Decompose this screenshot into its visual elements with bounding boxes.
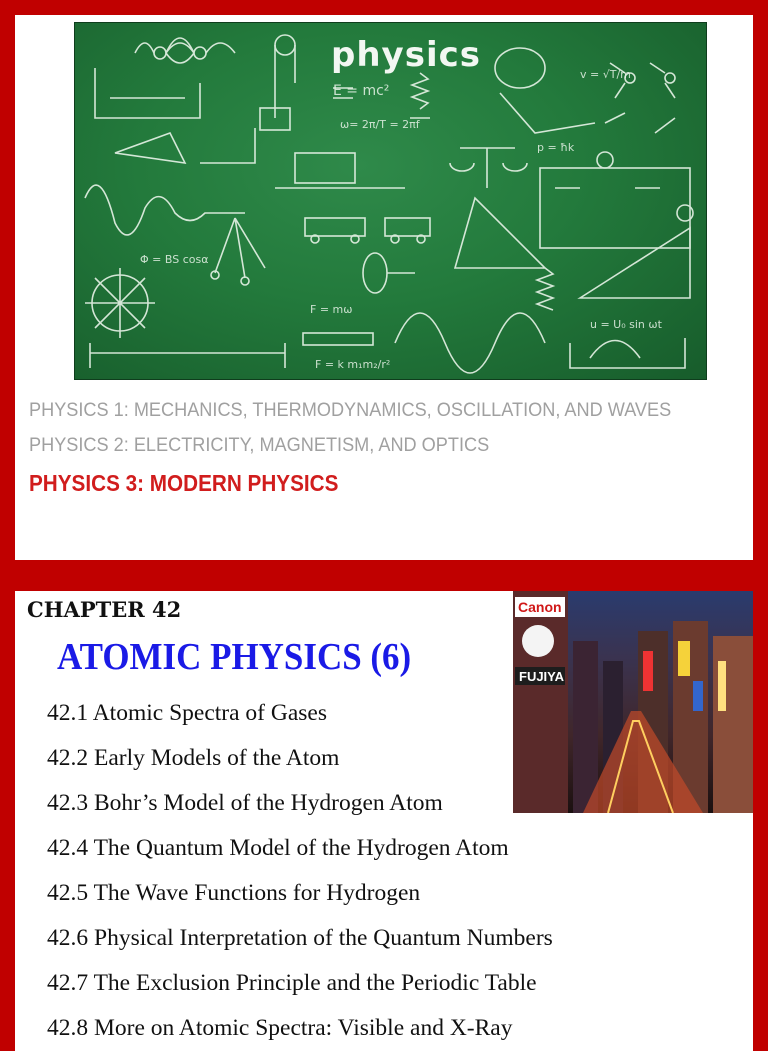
course-physics-3-current: PHYSICS 3: MODERN PHYSICS [29, 470, 339, 496]
svg-text:u = U₀ sin ωt: u = U₀ sin ωt [590, 318, 662, 331]
course-physics-2: PHYSICS 2: ELECTRICITY, MAGNETISM, AND OPTICS [29, 434, 490, 456]
canon-sign: Canon [518, 599, 562, 615]
section-item: 42.5 The Wave Functions for Hydrogen [47, 880, 421, 906]
section-item: 42.6 Physical Interpretation of the Quantum Numbers [47, 925, 553, 951]
course-physics-1: PHYSICS 1: MECHANICS, THERMODYNAMICS, OSCILLATION, AND WAVES [29, 399, 672, 421]
fujiya-sign: FUJIYA [519, 669, 565, 684]
slide-chapter-contents [15, 591, 753, 1051]
svg-text:F = mω: F = mω [310, 303, 353, 316]
svg-text:E = mc²: E = mc² [333, 83, 390, 99]
svg-text:v = √T/m: v = √T/m [580, 68, 631, 81]
section-item: 42.4 The Quantum Model of the Hydrogen Atom [47, 835, 509, 861]
slide-course-overview [15, 15, 753, 560]
section-item: 42.2 Early Models of the Atom [47, 745, 340, 771]
section-item: 42.8 More on Atomic Spectra: Visible and X-Ray [47, 1015, 513, 1041]
chapter-number: CHAPTER 42 [27, 597, 182, 622]
chapter-title: ATOMIC PHYSICS (6) [57, 636, 412, 678]
chalkboard-doodles [75, 23, 706, 379]
svg-text:ω= 2π/T = 2πf: ω= 2π/T = 2πf [340, 118, 420, 131]
section-item: 42.1 Atomic Spectra of Gases [47, 700, 327, 726]
board-title: physics [331, 35, 481, 75]
svg-text:F = k m₁m₂/r²: F = k m₁m₂/r² [315, 358, 391, 371]
svg-text:p = ħk: p = ħk [537, 141, 575, 154]
svg-text:Φ = BS cosα: Φ = BS cosα [140, 253, 209, 266]
physics-chalkboard-image [74, 22, 707, 380]
section-list [47, 698, 553, 1051]
section-item: 42.7 The Exclusion Principle and the Periodic Table [47, 970, 537, 996]
section-item: 42.3 Bohr’s Model of the Hydrogen Atom [47, 790, 443, 816]
